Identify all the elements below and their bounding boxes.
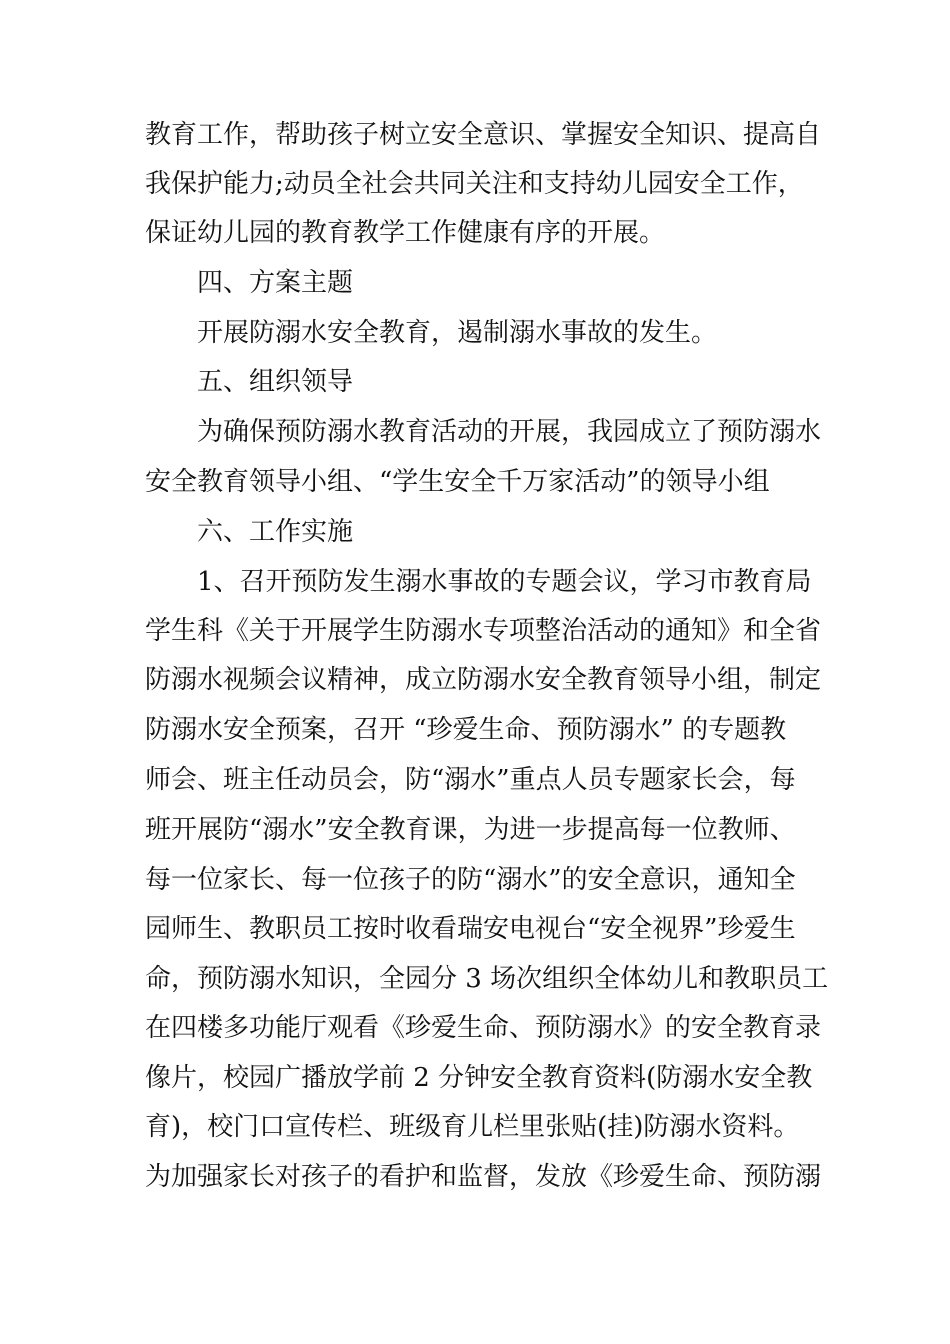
section-heading: 四、方案主题 <box>197 268 354 298</box>
paragraph-line: 我保护能力;动员全社会共同关注和支持幼儿园安全工作， <box>145 169 804 199</box>
paragraph-line: 园师生、教职员工按时收看瑞安电视台“安全视界”珍爱生 <box>145 914 796 944</box>
paragraph-line: 保证幼儿园的教育教学工作健康有序的开展。 <box>145 218 666 248</box>
section-heading: 六、工作实施 <box>197 517 354 547</box>
paragraph-line: 在四楼多功能厅观看《珍爱生命、预防溺水》的安全教育录 <box>145 1013 822 1043</box>
paragraph-line: 师会、班主任动员会，防“溺水”重点人员专题家长会，每 <box>145 765 796 795</box>
paragraph-line: 为加强家长对孩子的看护和监督，发放《珍爱生命、预防溺 <box>145 1162 822 1192</box>
paragraph-line: 育)，校门口宣传栏、班级育儿栏里张贴(挂)防溺水资料。 <box>145 1112 800 1142</box>
paragraph-line: 为确保预防溺水教育活动的开展，我园成立了预防溺水 <box>197 417 822 447</box>
paragraph-line: 命，预防溺水知识，全园分 3 场次组织全体幼儿和教职员工 <box>145 964 829 994</box>
paragraph-line: 防溺水安全预案，召开 “珍爱生命、预防溺水” 的专题教 <box>145 715 787 745</box>
paragraph-line: 教育工作，帮助孩子树立安全意识、掌握安全知识、提高自 <box>145 120 822 150</box>
paragraph-line: 学生科《关于开展学生防溺水专项整治活动的通知》和全省 <box>145 616 822 646</box>
paragraph-line: 每一位家长、每一位孩子的防“溺水”的安全意识，通知全 <box>145 865 796 895</box>
paragraph-line: 开展防溺水安全教育，遏制溺水事故的发生。 <box>197 318 718 348</box>
paragraph-line: 班开展防“溺水”安全教育课，为进一步提高每一位教师、 <box>145 815 796 845</box>
paragraph-line: 1、召开预防发生溺水事故的专题会议，学习市教育局 <box>197 567 812 597</box>
paragraph-line: 像片，校园广播放学前 2 分钟安全教育资料(防溺水安全教 <box>145 1063 813 1093</box>
section-heading: 五、组织领导 <box>197 367 354 397</box>
paragraph-line: 防溺水视频会议精神，成立防溺水安全教育领导小组，制定 <box>145 665 822 695</box>
paragraph-line: 安全教育领导小组、“学生安全千万家活动”的领导小组 <box>145 467 770 497</box>
